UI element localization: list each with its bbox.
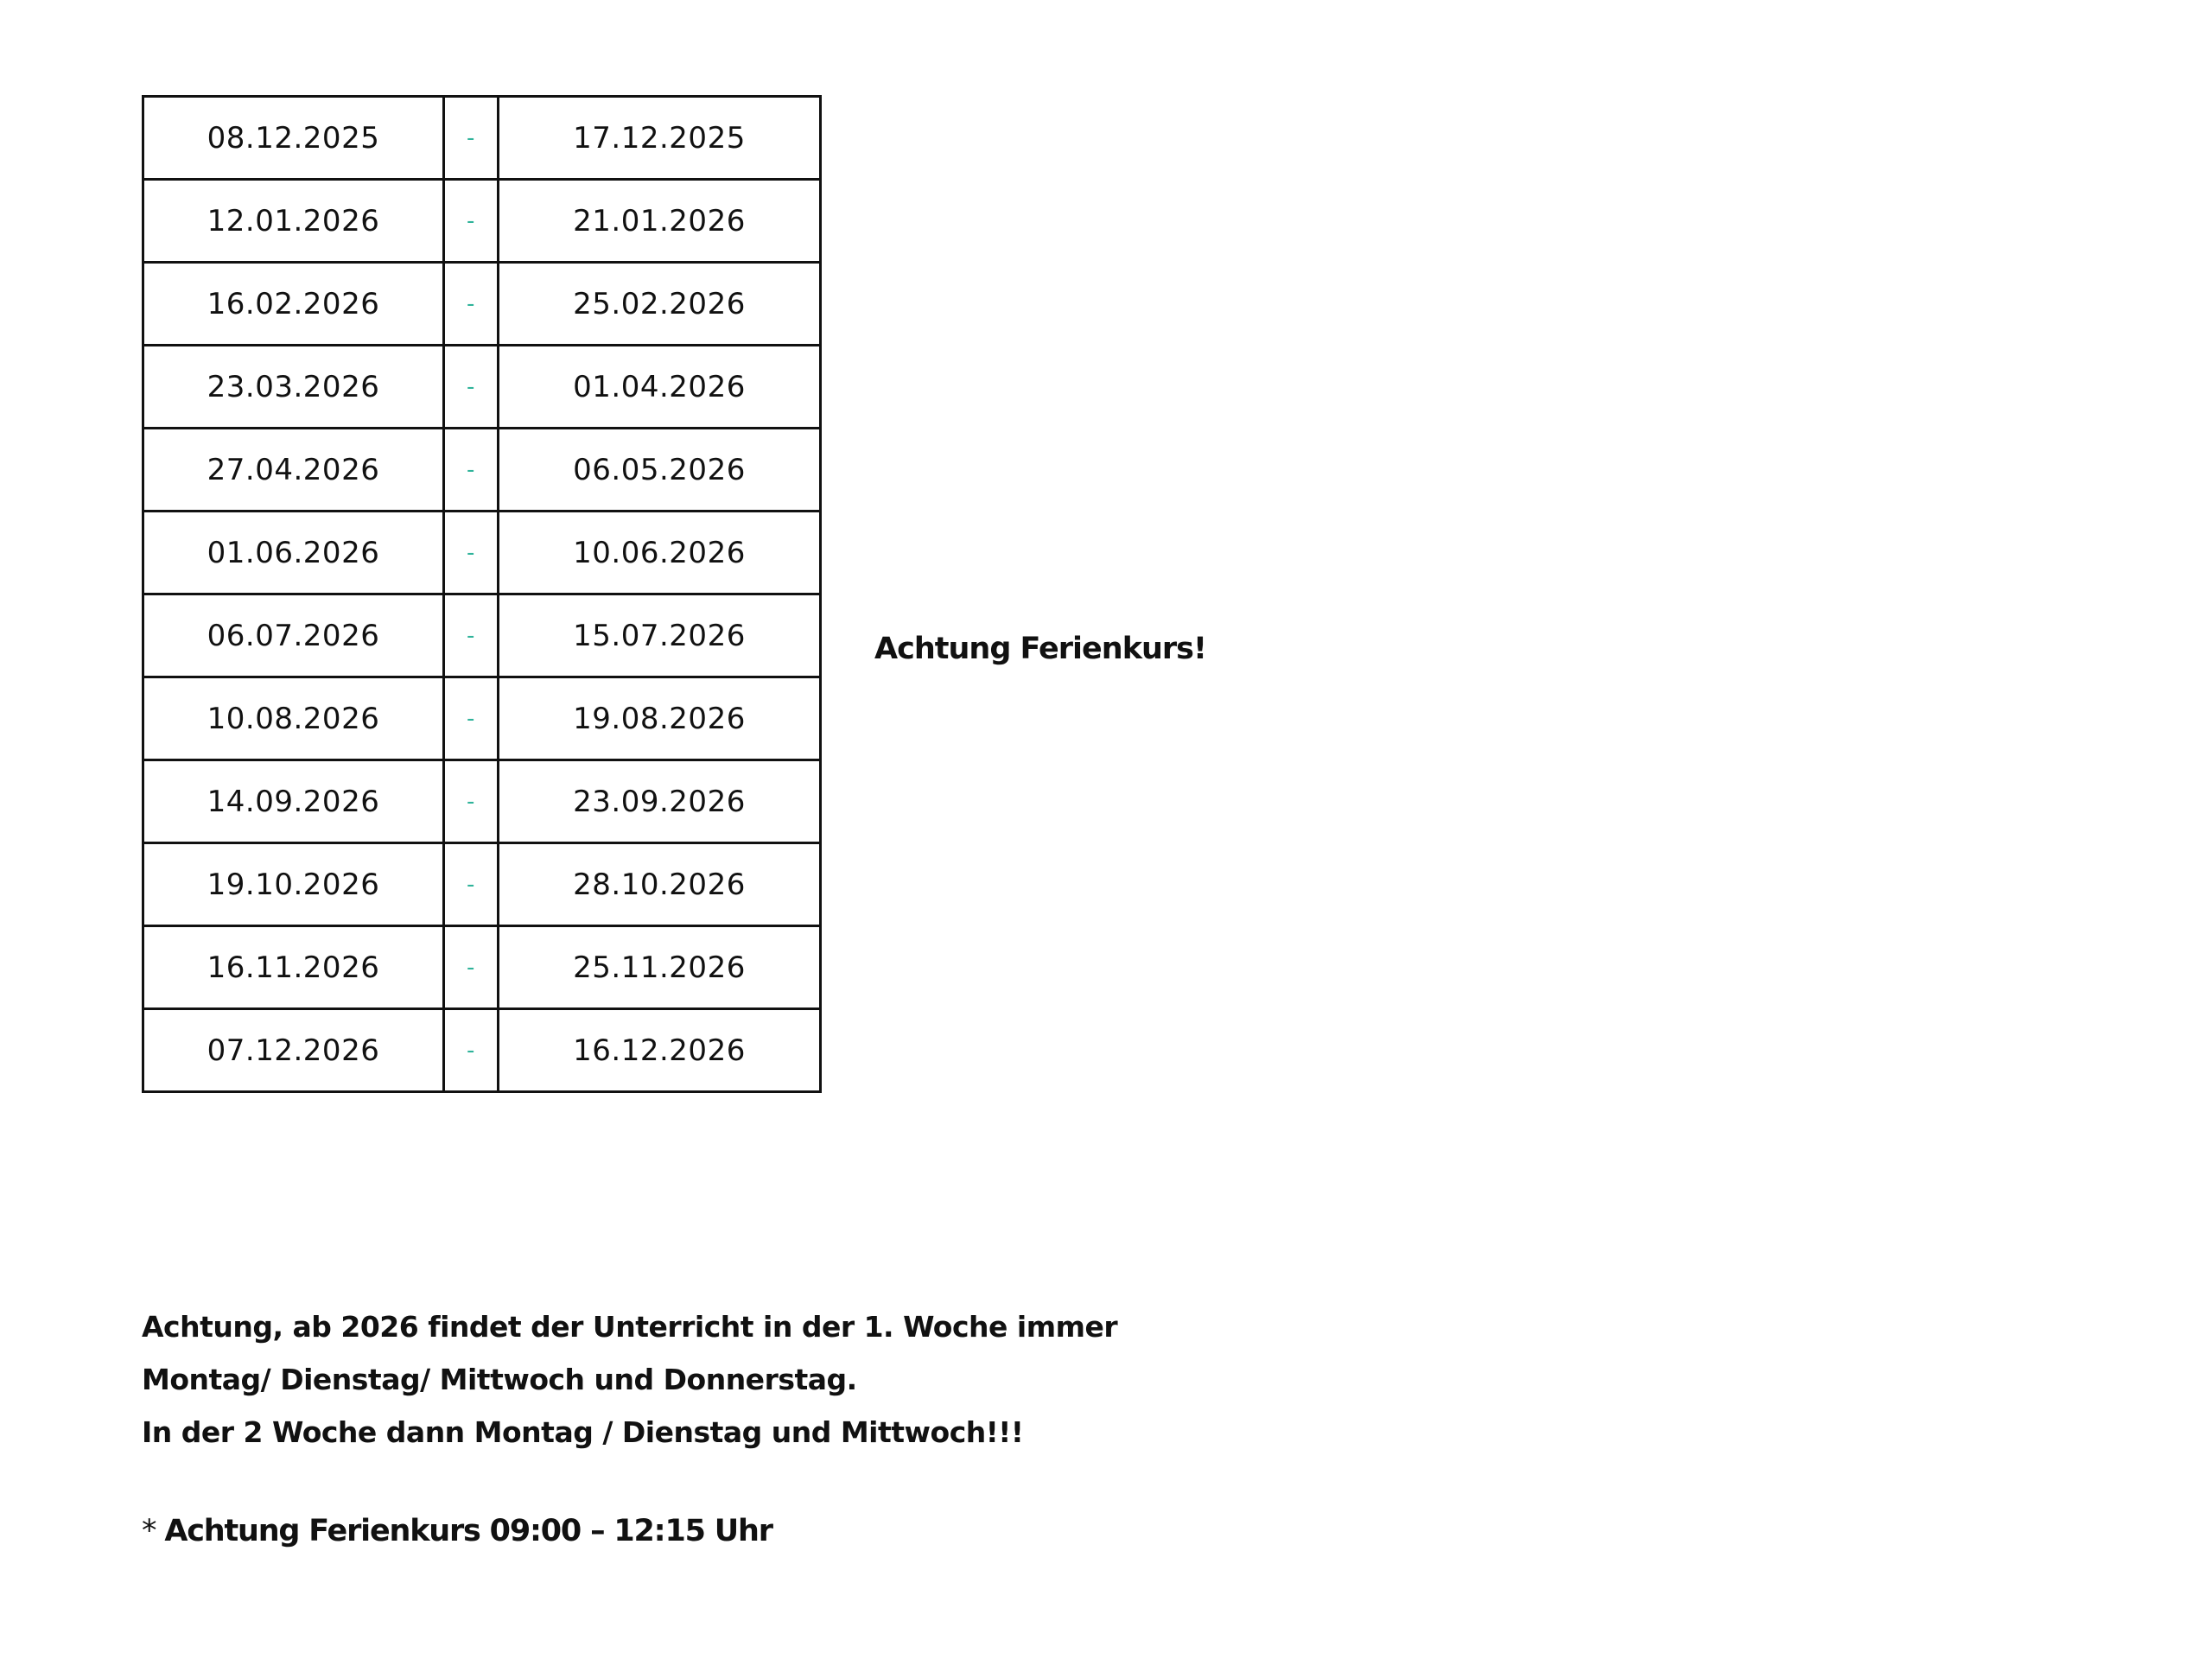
table-row — [143, 843, 821, 926]
start-date-cell: 06.07.2026 — [143, 594, 444, 677]
table-row — [143, 677, 821, 760]
range-separator-cell: - — [444, 429, 499, 512]
start-date-cell: 16.11.2026 — [143, 926, 444, 1009]
end-date-cell: 01.04.2026 — [499, 346, 821, 429]
range-separator-cell: - — [444, 263, 499, 346]
end-date-cell: 17.12.2025 — [499, 97, 821, 180]
range-separator-cell: - — [444, 1009, 499, 1092]
holiday-course-note: Achtung Ferienkurs! — [874, 632, 1206, 666]
table-row — [143, 594, 821, 677]
range-separator-cell: - — [444, 677, 499, 760]
range-separator-cell: - — [444, 180, 499, 263]
range-separator-cell: - — [444, 97, 499, 180]
notice-line-1: Achtung, ab 2026 findet der Unterricht in der 1. Woche immer — [142, 1310, 1118, 1344]
start-date-cell: 08.12.2025 — [143, 97, 444, 180]
start-date-cell: 10.08.2026 — [143, 677, 444, 760]
start-date-cell: 01.06.2026 — [143, 512, 444, 594]
range-separator-cell: - — [444, 926, 499, 1009]
start-date-cell: 14.09.2026 — [143, 760, 444, 843]
table-row — [143, 429, 821, 512]
course-dates-body — [143, 97, 821, 1092]
range-separator-cell: - — [444, 760, 499, 843]
start-date-cell: 19.10.2026 — [143, 843, 444, 926]
range-separator-cell: - — [444, 843, 499, 926]
start-date-cell: 23.03.2026 — [143, 346, 444, 429]
end-date-cell: 10.06.2026 — [499, 512, 821, 594]
start-date-cell: 27.04.2026 — [143, 429, 444, 512]
end-date-cell: 21.01.2026 — [499, 180, 821, 263]
range-separator-cell: - — [444, 512, 499, 594]
range-separator-cell: - — [444, 346, 499, 429]
course-dates-table — [142, 95, 822, 1093]
notice-line-3: In der 2 Woche dann Montag / Dienstag und Mittwoch!!! — [142, 1415, 1024, 1449]
end-date-cell: 06.05.2026 — [499, 429, 821, 512]
end-date-cell: 15.07.2026 — [499, 594, 821, 677]
schedule-notice — [142, 1300, 1117, 1459]
end-date-cell: 23.09.2026 — [499, 760, 821, 843]
table-row — [143, 263, 821, 346]
table-row — [143, 926, 821, 1009]
notice-line-2: Montag/ Dienstag/ Mittwoch und Donnerstag. — [142, 1363, 857, 1396]
start-date-cell: 12.01.2026 — [143, 180, 444, 263]
footnote-marker: * — [142, 1514, 156, 1548]
table-row — [143, 180, 821, 263]
end-date-cell: 25.11.2026 — [499, 926, 821, 1009]
start-date-cell: 07.12.2026 — [143, 1009, 444, 1092]
table-row — [143, 512, 821, 594]
table-row — [143, 760, 821, 843]
table-row — [143, 346, 821, 429]
end-date-cell: 16.12.2026 — [499, 1009, 821, 1092]
range-separator-cell: - — [444, 594, 499, 677]
end-date-cell: 25.02.2026 — [499, 263, 821, 346]
table-row — [143, 1009, 821, 1092]
footnote-text: Achtung Ferienkurs 09:00 – 12:15 Uhr — [164, 1514, 772, 1548]
end-date-cell: 19.08.2026 — [499, 677, 821, 760]
start-date-cell: 16.02.2026 — [143, 263, 444, 346]
end-date-cell: 28.10.2026 — [499, 843, 821, 926]
table-row — [143, 97, 821, 180]
holiday-course-footnote — [142, 1514, 772, 1548]
